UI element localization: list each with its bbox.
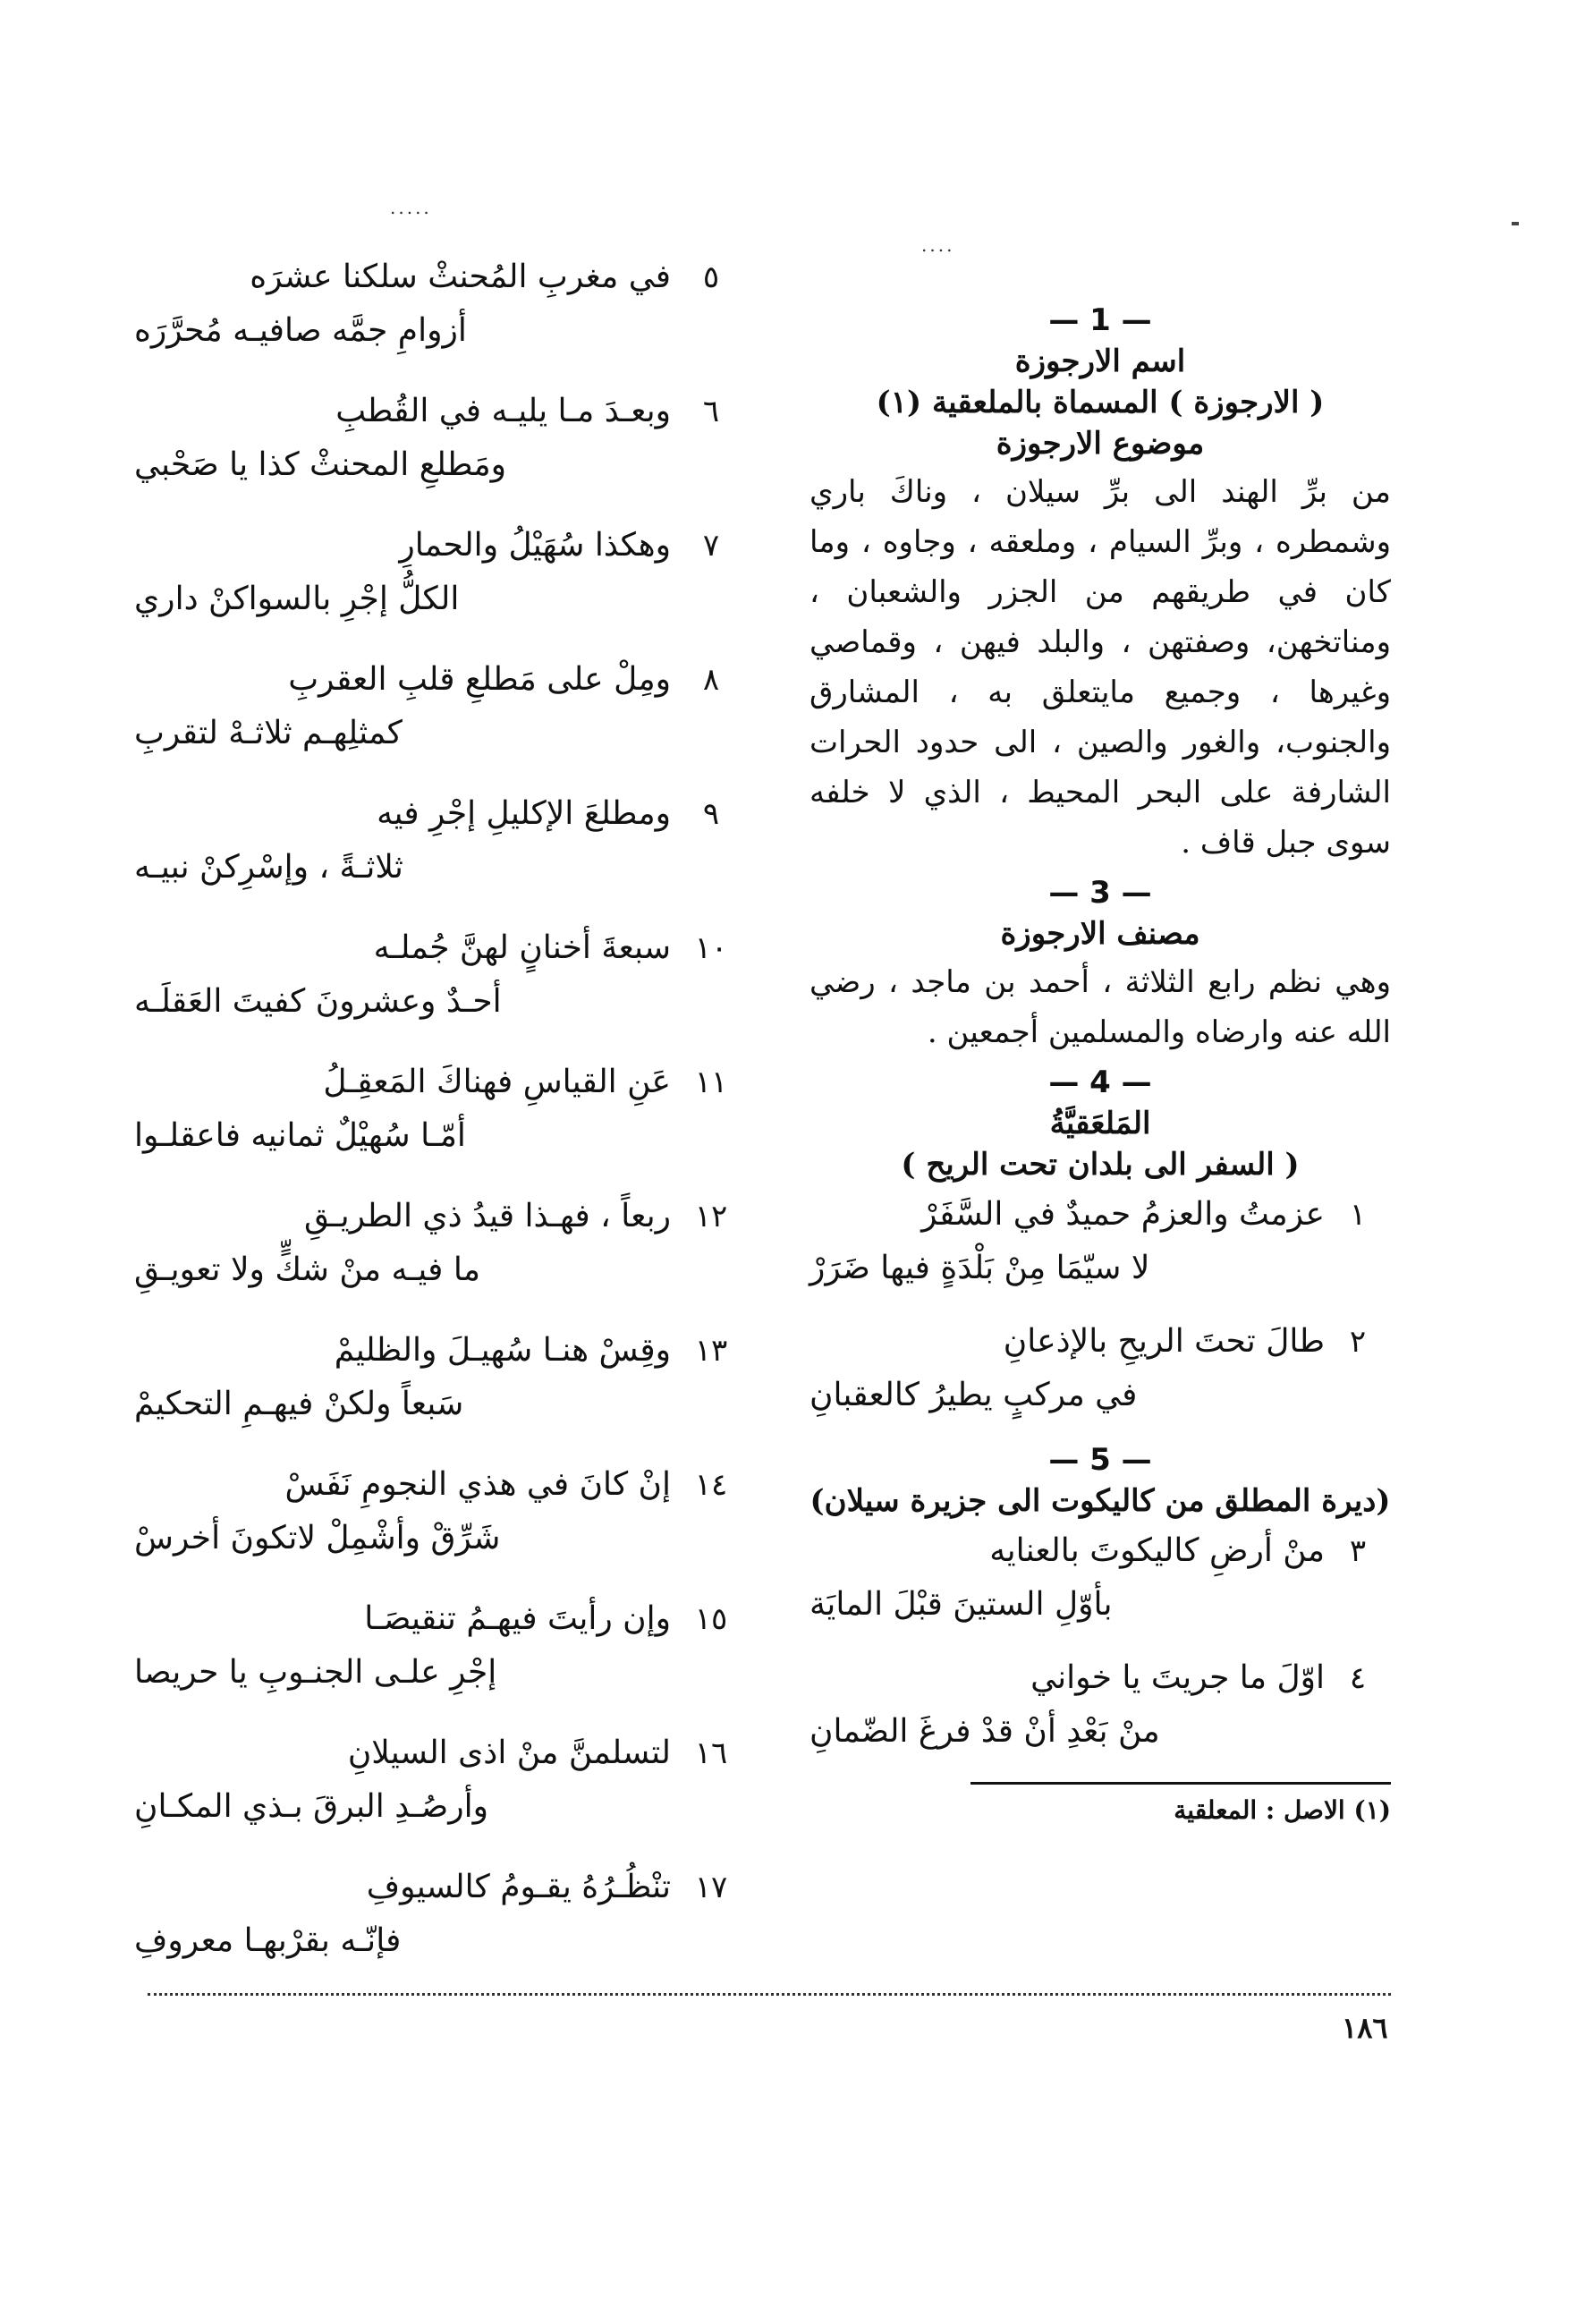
verse-8 (134, 653, 751, 760)
verse-17 (134, 1861, 751, 1968)
scan-speck (1512, 222, 1519, 225)
verse-2 (809, 1315, 1391, 1422)
verse-12 (134, 1190, 751, 1297)
verse-10 (134, 921, 751, 1029)
left-column (134, 250, 751, 1995)
section-4-title: المَلعَقيَّةُ (1049, 1106, 1151, 1141)
verse-first-hemistich: وإن رأيتَ فيهـمُ تنقيصَـا (364, 1600, 671, 1637)
verse-first-hemistich: ربعاً ، فهـذا قيدُ ذي الطريـقِ (304, 1198, 671, 1234)
verse-second-hemistich: سَبعاً ولكنْ فيهـمِ التحكيمْ (134, 1386, 464, 1422)
verse-14 (134, 1458, 751, 1565)
verse-11 (134, 1056, 751, 1163)
footnote: (١) الاصل : المعلقية (1174, 1795, 1391, 1825)
section-4-subtitle: ( السفر الى بلدان تحت الريح ) (901, 1147, 1300, 1183)
verse-second-hemistich: وأرصُـدِ البرقَ بـذي المكـانِ (134, 1788, 488, 1825)
verse-number: ١٥ (694, 1601, 728, 1637)
verse-number: ١٤ (694, 1467, 728, 1503)
section-1-title: اسم الارجوزة (1014, 344, 1186, 379)
section-5-number: — 5 — (1048, 1442, 1152, 1478)
verse-first-hemistich: إنْ كانَ في هذي النجومِ نَفَسْ (284, 1466, 671, 1503)
verse-number: ٣ (1349, 1533, 1367, 1569)
verse-15 (134, 1592, 751, 1700)
verse-first-hemistich: وقِسْ هنـا سُهيـلَ والظليمْ (334, 1332, 671, 1369)
verse-number: ٨ (702, 662, 720, 698)
verse-number: ٤ (1349, 1660, 1367, 1696)
section-2-title: موضوع الارجوزة (996, 426, 1205, 462)
verse-number: ٩ (702, 796, 720, 832)
verse-first-hemistich: وهكذا سُهَيْلُ والحمارِ (399, 527, 671, 564)
verse-second-hemistich: ثلاثـةً ، وإسْرِكنْ نبيـه (134, 849, 403, 886)
verse-number: ٧ (702, 528, 720, 564)
verse-second-hemistich: بأوّلِ الستينَ قبْلَ المايَة (809, 1586, 1113, 1623)
verse-second-hemistich: أزوامِ جمَّه صافيـه مُحرَّرَه (134, 312, 467, 349)
verse-second-hemistich: ومَطلعِ المحنثْ كذا يا صَحْبي (134, 446, 506, 483)
verse-number: ٥ (702, 259, 720, 295)
verse-16 (134, 1726, 751, 1834)
section-3-number: — 3 — (1048, 875, 1152, 911)
verse-number: ١ (1349, 1197, 1367, 1233)
verse-number: ١٢ (694, 1199, 728, 1234)
verse-second-hemistich: ما فيـه منْ شكٍّ ولا تعويـقِ (134, 1251, 481, 1288)
verse-number: ٦ (702, 394, 720, 429)
verse-first-hemistich: سبعةَ أخنانٍ لهنَّ جُملـه (373, 929, 671, 966)
verse-number: ١٠ (694, 930, 728, 966)
verse-7 (134, 519, 751, 626)
section-4-number: — 4 — (1048, 1064, 1152, 1100)
bottom-dotted-rule (148, 1993, 1391, 1996)
footnote-rule (970, 1782, 1391, 1785)
verse-number: ١٦ (694, 1735, 728, 1771)
verse-second-hemistich: كمثلِهـم ثلاثـهْ لتقربِ (134, 715, 403, 751)
verse-second-hemistich: في مركبٍ يطيرُ كالعقبانِ (809, 1377, 1138, 1413)
verse-number: ١٣ (694, 1333, 728, 1369)
top-dots-right: .... (921, 234, 955, 256)
verse-second-hemistich: شَرِّقْ وأشْمِلْ لاتكونَ أخرسْ (134, 1520, 501, 1556)
verse-first-hemistich: اوّلَ ما جريتَ يا خواني (1030, 1659, 1325, 1696)
verse-second-hemistich: منْ بَعْدِ أنْ قدْ فرغَ الضّمانِ (809, 1713, 1160, 1750)
verse-second-hemistich: أمّـا سُهيْلٌ ثمانيه فاعقلـوا (134, 1117, 466, 1154)
verse-first-hemistich: طالَ تحتَ الريحِ بالإذعانِ (1003, 1323, 1325, 1360)
verse-first-hemistich: منْ أرضِ كاليكوتَ بالعنايه (989, 1532, 1325, 1569)
verse-first-hemistich: ومِلْ على مَطلعِ قلبِ العقربِ (288, 661, 671, 698)
verse-first-hemistich: عَنِ القياسِ فهناكَ المَعقِـلُ (323, 1064, 671, 1100)
verse-5 (134, 250, 751, 358)
verse-9 (134, 787, 751, 895)
verse-first-hemistich: ومطلعَ الإكليلِ إجْرِ فيه (377, 795, 671, 832)
section-2-text: من برِّ الهند الى برِّ سيلان ، وناكَ باري وشمطره ، وبرِّ السيام ، وملعقه ، وجاوه ، وما كان في طريقهم من الجزر والشعبان ، ومناتخهن، وصفتهن ، والبلد فيهن ، وقماصي وغيرها ، وجميع مايتعلق به ، المشارق والجنوب، والغور والصين ، الى حدود الحرات الشارفة على البحر المحيط ، الذي لا خلفه سوى جبل قاف . (809, 474, 1391, 861)
verse-3 (809, 1524, 1391, 1632)
verse-second-hemistich: إجْرِ علـى الجنـوبِ يا حريصا (134, 1654, 497, 1691)
verse-number: ١١ (694, 1064, 728, 1100)
verse-first-hemistich: لتسلمنَّ منْ اذى السيلانِ (347, 1735, 671, 1771)
section-1-subtitle: ( الارجوزة ) المسماة بالملعقية (١) (876, 385, 1325, 420)
verse-second-hemistich: الكلُّ إجْرِ بالسواكنْ داري (134, 581, 460, 617)
verse-first-hemistich: عزمتُ والعزمُ حميدٌ في السَّفَرْ (921, 1196, 1325, 1233)
verse-4 (809, 1651, 1391, 1759)
right-column (809, 295, 1391, 1825)
section-1-number: — 1 — (1048, 302, 1152, 338)
top-dots: ..... (390, 197, 432, 218)
verse-second-hemistich: أحـدٌ وعشرونَ كفيتَ العَقلَـه (134, 983, 502, 1020)
verse-second-hemistich: لا سيّمَا مِنْ بَلْدَةٍ فيها ضَرَرْ (809, 1250, 1150, 1286)
verse-13 (134, 1324, 751, 1431)
verse-number: ٢ (1349, 1324, 1367, 1360)
verse-first-hemistich: تنْظُـرُهُ يقـومُ كالسيوفِ (366, 1869, 671, 1905)
verse-6 (134, 385, 751, 492)
page-number: ١٨٦ (1342, 2011, 1388, 2045)
verse-second-hemistich: فإنّـه بقرْبهـا معروفِ (134, 1922, 402, 1959)
verse-first-hemistich: وبعـدَ مـا يليـه في القُطبِ (335, 393, 671, 429)
section-3-title: مصنف الارجوزة (1000, 916, 1200, 952)
verse-first-hemistich: في مغربِ المُحنثْ سلكنا عشرَه (250, 259, 671, 295)
verse-number: ١٧ (694, 1870, 728, 1905)
section-5-subtitle: (ديرة المطلق من كاليكوت الى جزيرة سيلان) (809, 1483, 1391, 1519)
verse-1 (809, 1188, 1391, 1295)
section-3-text: وهي نظم رابع الثلاثة ، أحمد بن ماجد ، رضي الله عنه وارضاه والمسلمين أجمعين . (809, 964, 1391, 1050)
